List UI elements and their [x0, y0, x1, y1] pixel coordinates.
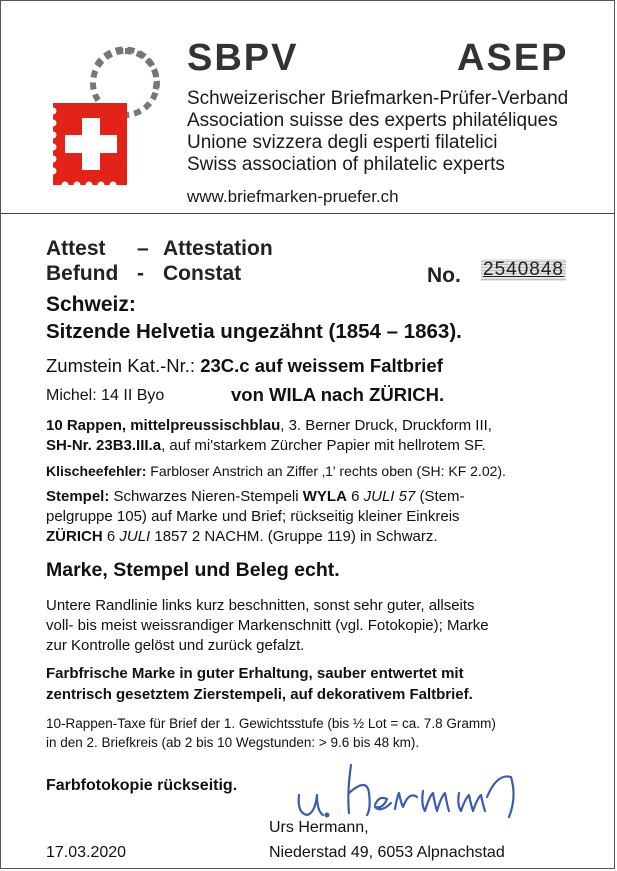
note-2-line-2: zentrisch gesetztem Zierstempeli, auf dekorativem Faltbrief.	[46, 686, 473, 703]
desc-line-2	[46, 437, 486, 454]
stamp-swiss-cross-icon	[45, 43, 167, 193]
note-1-line-3: zur Kontrolle gelöst und zurück gefalzt.	[46, 637, 305, 654]
desc-line-1	[46, 417, 492, 434]
cancel-month: JULI 57	[363, 488, 416, 505]
brand-right: ASEP	[457, 37, 569, 79]
desc-line-6	[46, 528, 438, 545]
cancel-town: WYLA	[302, 488, 347, 505]
note-1-line-2: voll- bis meist weissrandiger Markenschnitt (vgl. Fotokopie); Marke	[46, 617, 489, 634]
brand-left: SBPV	[187, 37, 299, 79]
constat-label: Constat	[163, 262, 242, 285]
michel-number: Michel: 14 II Byo	[46, 387, 165, 404]
backstamp-day: 6	[102, 528, 120, 545]
country-heading: Schweiz:	[46, 293, 136, 316]
series-heading: Sitzende Helvetia ungezähnt (1854 – 1863).	[46, 320, 462, 343]
desc-line-4	[46, 488, 465, 505]
note-3-line-2: in den 2. Briefkreis (ab 2 bis 10 Wegstunden: > 9.6 bis 48 km).	[46, 735, 420, 750]
backstamp-month: JULI	[119, 528, 151, 545]
association-line-it: Unione svizzera degli esperti filatelici	[187, 132, 498, 153]
catalogue-line	[46, 355, 443, 377]
cancel-group-start: (Stem-	[415, 488, 465, 505]
photocopy-note: Farbfotokopie rückseitig.	[46, 777, 238, 794]
expert-name: Urs Hermann,	[269, 819, 369, 836]
backstamp-town: ZÜRICH	[46, 528, 103, 545]
backstamp-rest: 1857 2 NACHM. (Gruppe 119) in Schwarz.	[150, 528, 438, 545]
attest-dash: –	[137, 237, 149, 260]
route-text: von WILA nach ZÜRICH.	[231, 384, 445, 405]
note-1-line-1: Untere Randlinie links kurz beschnitten, sonst sehr guter, allseits	[46, 597, 475, 614]
desc-paper: , auf mi'starkem Zürcher Papier mit hellrotem SF.	[161, 437, 486, 454]
befund-dash: -	[137, 262, 144, 285]
attest-label: Attest	[46, 237, 106, 260]
cancel-day: 6	[346, 488, 364, 505]
date-issued: 17.03.2020	[46, 844, 127, 861]
expert-address: Niederstad 49, 6053 Alpnachstad	[269, 844, 505, 861]
catalogue-value: 23C.c auf weissem Faltbrief	[200, 355, 443, 376]
website-link[interactable]: www.briefmarken-pruefer.ch	[187, 187, 399, 206]
desc-denomination: 10 Rappen, mittelpreussischblau	[46, 417, 281, 434]
befund-label: Befund	[46, 262, 119, 285]
plate-flaw-text: Farbloser Anstrich an Ziffer ‚1' rechts oben (SH: KF 2.02).	[146, 463, 506, 479]
certificate-number: 2540848	[483, 259, 564, 280]
desc-sh-number: SH-Nr. 23B3.III.a	[46, 437, 162, 454]
association-line-en: Swiss association of philatelic experts	[187, 154, 505, 175]
catalogue-label: Zumstein Kat.-Nr.:	[46, 355, 201, 376]
desc-print: , 3. Berner Druck, Druckform III,	[280, 417, 492, 434]
cancel-label: Stempel:	[46, 488, 110, 505]
desc-line-5: pelgruppe 105) auf Marke und Brief; rückseitig kleiner Einkreis	[46, 508, 460, 525]
verdict-heading: Marke, Stempel und Beleg echt.	[46, 559, 340, 581]
certificate-number-label: No.	[427, 264, 461, 287]
note-2-line-1: Farbfrische Marke in guter Erhaltung, sauber entwertet mit	[46, 665, 464, 682]
plate-flaw-label: Klischeefehler:	[46, 463, 147, 479]
header-divider	[1, 213, 614, 214]
association-line-fr: Association suisse des experts philatéliques	[187, 110, 558, 131]
cancel-text: Schwarzes Nieren-Stempeli	[109, 488, 303, 505]
association-line-de: Schweizerischer Briefmarken-Prüfer-Verband	[187, 88, 569, 109]
attestation-label: Attestation	[163, 237, 273, 260]
note-3-line-1: 10-Rappen-Taxe für Brief der 1. Gewichtsstufe (bis ½ Lot = ca. 7.8 Gramm)	[46, 716, 496, 731]
desc-line-3	[46, 463, 506, 479]
